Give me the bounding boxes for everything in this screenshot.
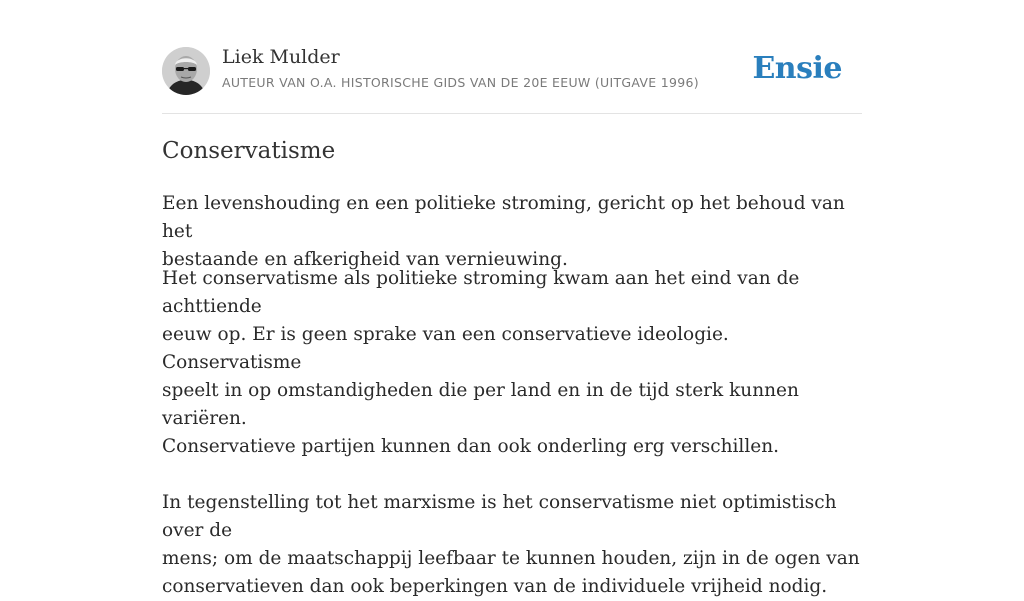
article-title: Conservatisme bbox=[162, 138, 336, 164]
author-avatar[interactable] bbox=[162, 47, 210, 95]
author-name[interactable]: Liek Mulder bbox=[222, 46, 340, 68]
author-photo bbox=[162, 47, 210, 95]
article-body: Het conservatisme als politieke stroming kwam aan het eind van de achttiende eeuw op. Er is geen sprake van een conservatieve ideologie. Conservatisme speelt in op omstandigheden die per land en in de tijd sterk kunnen variëren. Conservatieve partijen kunnen dan ook onderling erg verschillen. In tegenstelling tot het marxisme is het conservatisme niet optimistisch over de mens; om de maatschappij leefbaar te kunnen houden, zijn in de ogen van conservatieven dan ook beperkingen van de individuele vrijheid nodig. bbox=[162, 268, 860, 597]
ensie-logo[interactable]: Ensie bbox=[752, 51, 842, 86]
article-intro: Een levenshouding en een politieke stroming, gericht op het behoud van het bestaande en afkerigheid van vernieuwing. bbox=[162, 193, 845, 270]
article-card bbox=[162, 0, 862, 597]
author-description: AUTEUR VAN O.A. HISTORISCHE GIDS VAN DE 20E EEUW (UITGAVE 1996) bbox=[222, 75, 699, 90]
author-header bbox=[162, 0, 862, 114]
